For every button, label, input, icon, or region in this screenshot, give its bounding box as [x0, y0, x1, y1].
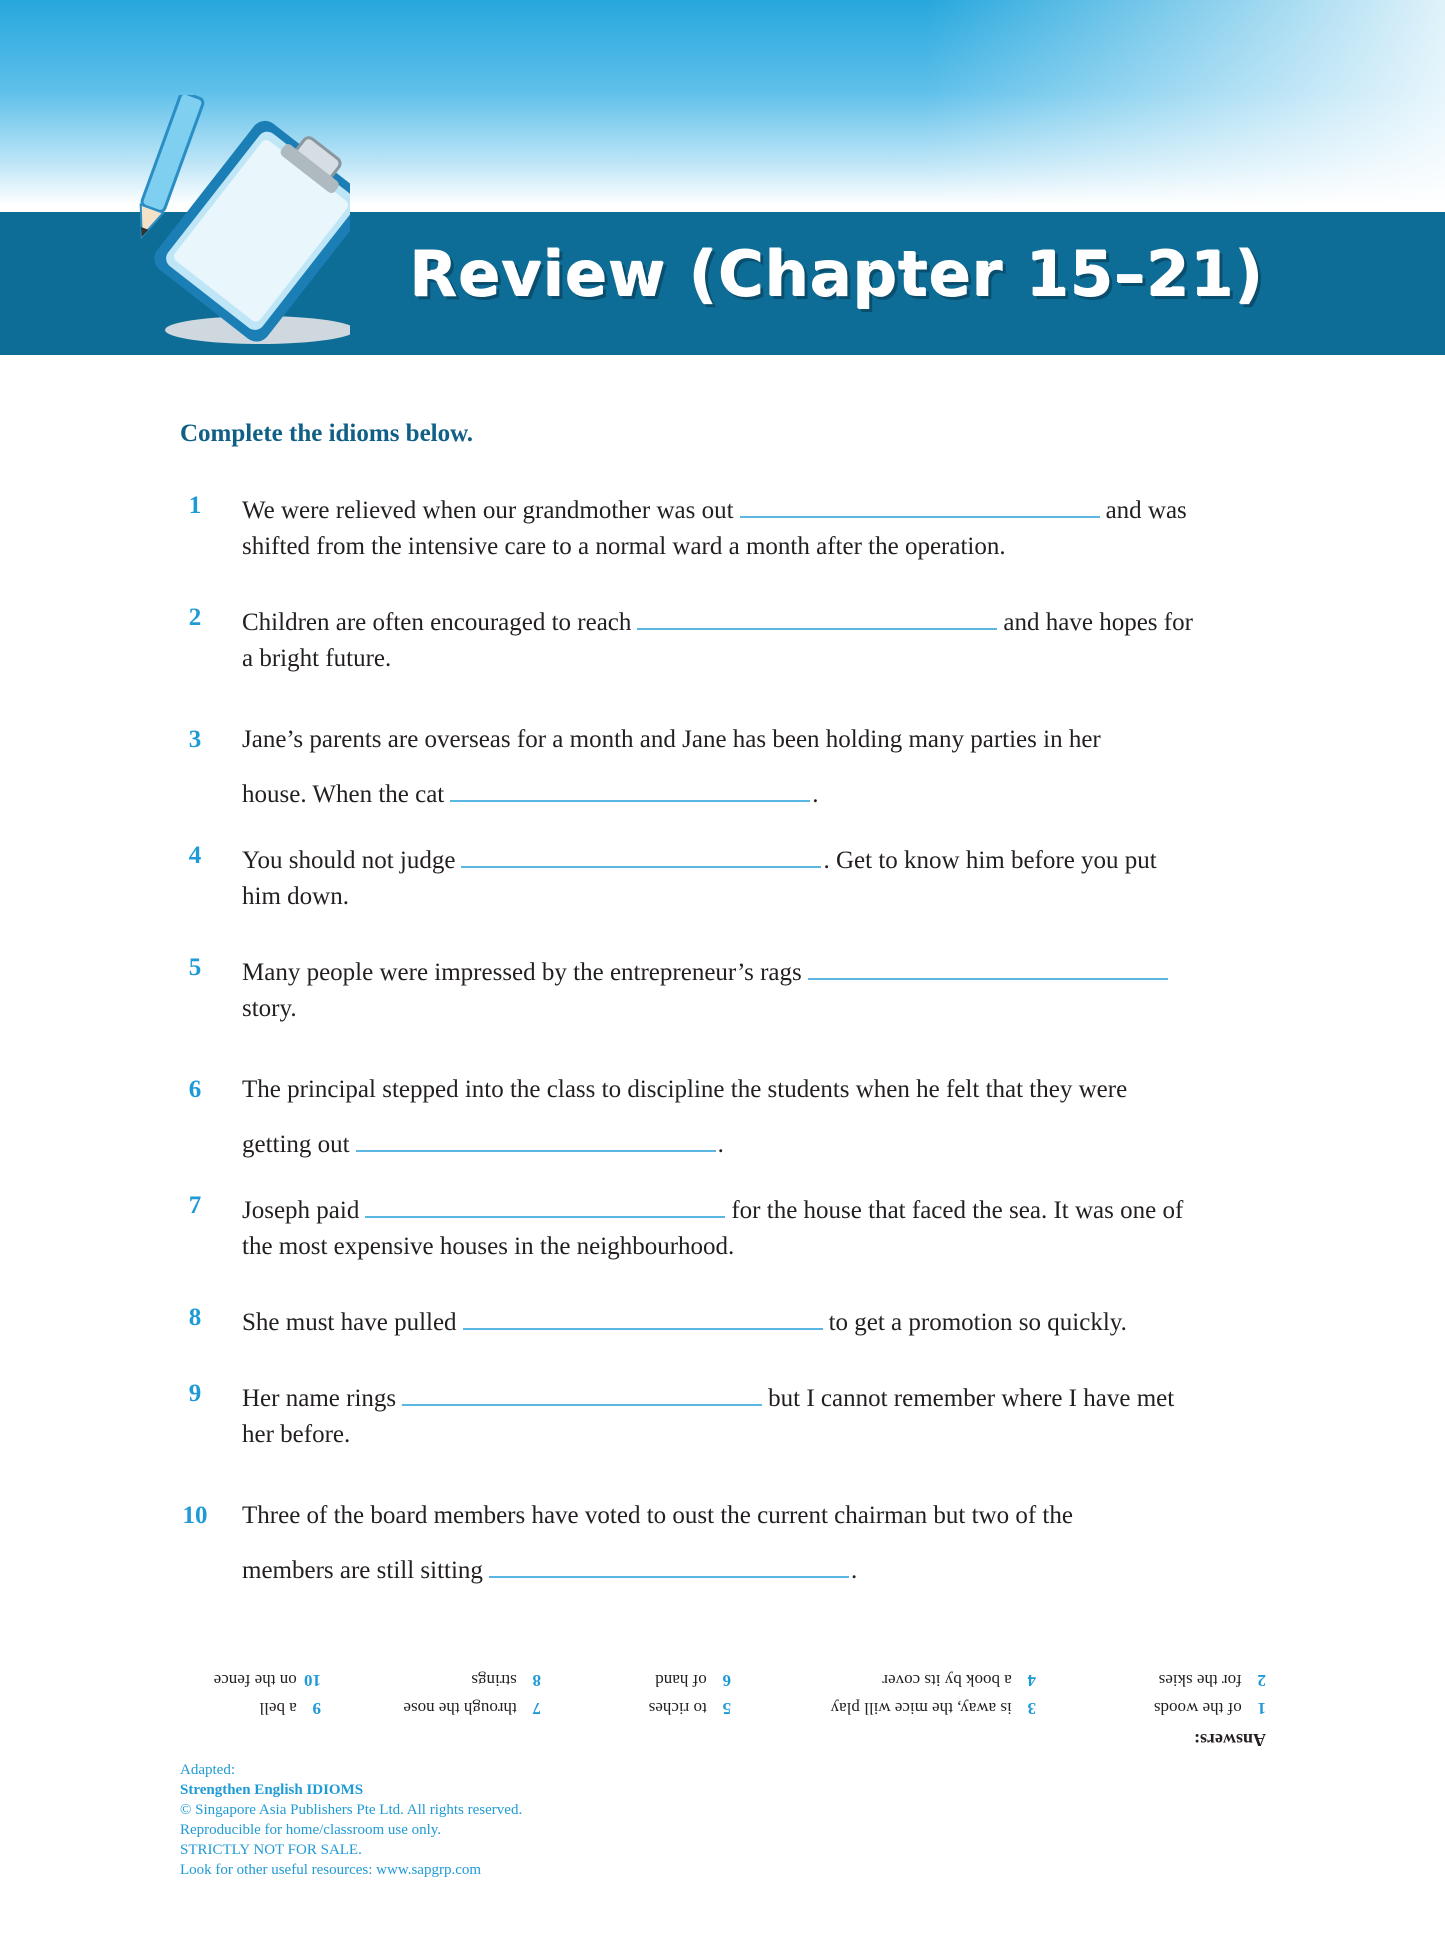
question-item: [180, 1062, 1290, 1172]
instruction: Complete the idioms below.: [180, 420, 474, 447]
answer-number: 6: [722, 1671, 731, 1690]
answer-column: [1154, 1666, 1266, 1722]
answer-item: [1154, 1694, 1266, 1722]
answer-blank[interactable]: [461, 838, 821, 868]
answer-number: 5: [722, 1699, 731, 1718]
answer-key: [180, 1655, 1266, 1750]
question-number: 4: [188, 842, 202, 869]
question-item: [180, 1376, 1290, 1453]
question-text: .: [812, 781, 819, 808]
question-number: 7: [188, 1192, 202, 1219]
question-list: [180, 488, 1290, 1614]
page-title: Review (Chapter 15–21): [410, 238, 1265, 311]
question-text: Many people were impressed by the entrepreneur’s rags: [242, 959, 802, 986]
question-text: She must have pulled: [242, 1309, 457, 1336]
footer: [180, 1760, 522, 1880]
question-number: 10: [182, 1502, 208, 1529]
question-number: 1: [188, 492, 202, 519]
question-text: to get a promotion so quickly.: [828, 1309, 1127, 1336]
answer-column: [831, 1666, 1036, 1722]
answer-text: on the fence: [213, 1671, 297, 1690]
question-number: 6: [188, 1076, 202, 1103]
footer-line: STRICTLY NOT FOR SALE.: [180, 1842, 362, 1858]
question-text: the most expensive houses in the neighbourhood.: [242, 1233, 735, 1260]
answer-item: [403, 1666, 541, 1694]
question-text: Her name rings: [242, 1385, 397, 1412]
answer-item: [1154, 1666, 1266, 1694]
question-item: [180, 712, 1290, 822]
footer-line: © Singapore Asia Publishers Pte Ltd. All rights reserved.: [180, 1802, 523, 1818]
answer-number: 2: [1257, 1671, 1266, 1690]
question-item: [180, 1488, 1290, 1598]
answer-blank[interactable]: [489, 1548, 849, 1578]
question-text: We were relieved when our grandmother was out: [242, 497, 734, 524]
question-number: 9: [188, 1380, 202, 1407]
question-text: Three of the board members have voted to oust the current chairman but two of the: [242, 1502, 1073, 1529]
answer-blank[interactable]: [356, 1122, 716, 1152]
question-text: members are still sitting: [242, 1557, 483, 1584]
answer-blank[interactable]: [637, 600, 997, 630]
answer-blank[interactable]: [402, 1376, 762, 1406]
footer-line: Adapted:: [180, 1762, 235, 1778]
answer-item: [649, 1666, 731, 1694]
answer-item: [649, 1694, 731, 1722]
question-number: 8: [188, 1304, 202, 1331]
answer-blank[interactable]: [450, 772, 810, 802]
answer-text: for the skies: [1158, 1671, 1242, 1690]
answer-blank[interactable]: [808, 950, 1168, 980]
question-item: [180, 600, 1290, 677]
question-text: and was: [1105, 497, 1187, 524]
answer-column: [649, 1666, 731, 1722]
question-text: him down.: [242, 883, 349, 910]
question-item: [180, 838, 1290, 915]
question-text: You should not judge: [242, 847, 456, 874]
footer-link: Look for other useful resources: www.sapgrp.com: [180, 1862, 482, 1878]
answer-number: 9: [312, 1699, 321, 1718]
answer-key-title: Answers:: [1194, 1730, 1266, 1750]
question-text: story.: [242, 995, 297, 1022]
answer-blank[interactable]: [463, 1300, 823, 1330]
answer-number: 1: [1257, 1699, 1266, 1718]
answer-number: 7: [532, 1699, 541, 1718]
answer-text: a book by its cover: [882, 1671, 1012, 1690]
answer-number: 3: [1027, 1699, 1036, 1718]
answer-item: [831, 1694, 1036, 1722]
question-text: and have hopes for: [1003, 609, 1193, 636]
answer-number: 8: [532, 1671, 541, 1690]
question-text: .: [850, 1557, 858, 1584]
answer-text: to riches: [648, 1699, 707, 1718]
question-text: The principal stepped into the class to discipline the students when he felt that they were: [242, 1076, 1128, 1103]
answer-column: [403, 1666, 541, 1722]
question-text: . Get to know him before you put: [823, 847, 1157, 874]
answer-text: is away, the mice will play: [830, 1699, 1012, 1718]
answer-text: strings: [471, 1671, 517, 1690]
answer-number: 10: [304, 1671, 321, 1690]
answer-item: [831, 1666, 1036, 1694]
question-text: shifted from the intensive care to a normal ward a month after the operation.: [242, 533, 1006, 560]
question-text: house. When the cat: [242, 781, 445, 808]
question-item: [180, 1300, 1290, 1341]
question-item: [180, 488, 1290, 565]
question-text: Jane’s parents are overseas for a month and Jane has been holding many parties in her: [242, 726, 1101, 753]
question-text: getting out: [242, 1131, 350, 1158]
question-number: 5: [188, 954, 202, 981]
question-text: .: [717, 1131, 724, 1158]
answer-item: [403, 1694, 541, 1722]
question-text: but I cannot remember where I have met: [768, 1385, 1175, 1412]
question-number: 2: [188, 604, 202, 631]
clipboard-pencil-icon: [110, 95, 350, 350]
answer-item: [214, 1694, 321, 1722]
answer-column: [214, 1666, 321, 1722]
question-item: [180, 950, 1290, 1027]
footer-line: Reproducible for home/classroom use only.: [180, 1822, 442, 1838]
answer-text: of the woods: [1153, 1699, 1242, 1718]
answer-blank[interactable]: [365, 1188, 725, 1218]
answer-item: [214, 1666, 321, 1694]
question-text: a bright future.: [242, 645, 392, 672]
question-text: Children are often encouraged to reach: [242, 609, 632, 636]
question-number: 3: [188, 726, 202, 753]
answer-text: of hand: [655, 1671, 707, 1690]
answer-text: a bell: [259, 1699, 297, 1718]
question-text: Joseph paid: [242, 1197, 360, 1224]
footer-book-title: Strengthen English IDIOMS: [180, 1782, 364, 1798]
question-item: [180, 1188, 1290, 1265]
answer-blank[interactable]: [740, 488, 1100, 518]
question-text: for the house that faced the sea. It was one of: [731, 1197, 1184, 1224]
answer-text: through the nose: [403, 1699, 517, 1718]
answer-number: 4: [1027, 1671, 1036, 1690]
question-text: her before.: [242, 1421, 351, 1448]
